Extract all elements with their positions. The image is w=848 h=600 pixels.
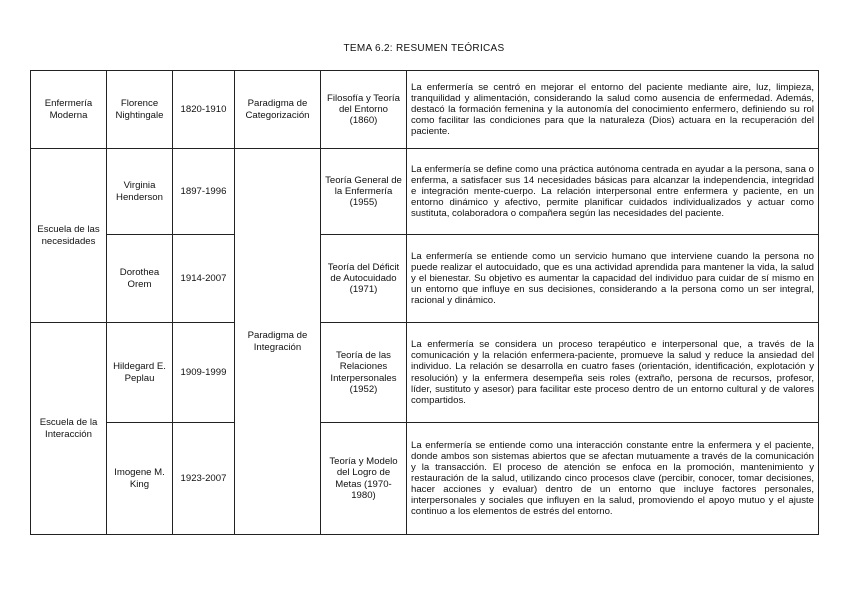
paradigm-cell: Paradigma de Integración bbox=[235, 149, 321, 535]
theory-cell: Filosofía y Teoría del Entorno (1860) bbox=[321, 71, 407, 149]
school-cell: Escuela de las necesidades bbox=[31, 149, 107, 323]
years-cell: 1914-2007 bbox=[173, 235, 235, 323]
description-cell: La enfermería se define como una práctica autónoma centrada en ayudar a la persona, sana o enferma, a satisfacer sus 14 necesidades básicas para alcanzar la independencia, integridad e integración mente-cuerpo. La relación interpersonal entre enfermera y paciente, en un entorno dinámico y afectivo, permite planificar cuidados individualizados y actuar como sustituta, colaboradora o compañera según las necesidades del paciente. bbox=[407, 149, 819, 235]
description-cell: La enfermería se entiende como un servicio humano que interviene cuando la persona no puede realizar el autocuidado, que es una actividad aprendida para mantener la vida, la salud y el bienestar. Su objetivo es aumentar la capacidad del individuo para cuidar de sí mismo en un entorno que influye en sus decisiones, considerando a la persona como un ser integral, racional y dinámico. bbox=[407, 235, 819, 323]
table-row bbox=[31, 323, 819, 423]
author-cell: Hildegard E. Peplau bbox=[107, 323, 173, 423]
years-cell: 1909-1999 bbox=[173, 323, 235, 423]
years-cell: 1820-1910 bbox=[173, 71, 235, 149]
theory-cell: Teoría de las Relaciones Interpersonales (1952) bbox=[321, 323, 407, 423]
table-row bbox=[31, 71, 819, 149]
paradigm-cell: Paradigma de Categorización bbox=[235, 71, 321, 149]
author-cell: Imogene M. King bbox=[107, 423, 173, 535]
theory-cell: Teoría y Modelo del Logro de Metas (1970-1980) bbox=[321, 423, 407, 535]
years-cell: 1923-2007 bbox=[173, 423, 235, 535]
table-row bbox=[31, 423, 819, 535]
theory-cell: Teoría General de la Enfermería (1955) bbox=[321, 149, 407, 235]
theory-cell: Teoría del Déficit de Autocuidado (1971) bbox=[321, 235, 407, 323]
description-cell: La enfermería se centró en mejorar el entorno del paciente mediante aire, luz, limpieza, tranquilidad y alimentación, considerando la salud como ausencia de enfermedad. Además, destacó la formación femenina y la autonomía del conocimiento enfermero, definiendo su rol como facilitar las condiciones para que la naturaleza (Dios) actuara en la recuperación del paciente. bbox=[407, 71, 819, 149]
author-cell: Florence Nightingale bbox=[107, 71, 173, 149]
summary-table bbox=[30, 70, 819, 535]
page-title: TEMA 6.2: RESUMEN TEÓRICAS bbox=[343, 43, 505, 54]
years-cell: 1897-1996 bbox=[173, 149, 235, 235]
school-cell: Enfermería Moderna bbox=[31, 71, 107, 149]
table-row bbox=[31, 235, 819, 323]
description-cell: La enfermería se considera un proceso terapéutico e interpersonal que, a través de la comunicación y la relación enfermera-paciente, promueve la salud y reduce la ansiedad del individuo. La relación se desarrolla en cuatro fases (orientación, identificación, explotación y resolución) y la enfermera desempeña seis roles (extraño, persona de recursos, profesor, líder, sustituto y asesor) para facilitar este proceso dentro de un entorno cultural y de valores compartidos. bbox=[407, 323, 819, 423]
school-cell: Escuela de la Interacción bbox=[31, 323, 107, 535]
author-cell: Virginia Henderson bbox=[107, 149, 173, 235]
author-cell: Dorothea Orem bbox=[107, 235, 173, 323]
table-row bbox=[31, 149, 819, 235]
description-cell: La enfermería se entiende como una interacción constante entre la enfermera y el paciente, donde ambos son sistemas abiertos que se afectan mutuamente a través de la comunicación y la transacción. El proceso de atención se enfoca en la promoción, mantenimiento y restauración de la salud, utilizando cinco procesos clave (percibir, conocer, tomar decisiones, hacer acciones y evaluar) dentro de un entorno que incluye factores personales, interpersonales y sociales que influyen en la salud, promoviendo el apoyo mutuo y el ajuste continuo a los elementos de estrés del entorno. bbox=[407, 423, 819, 535]
